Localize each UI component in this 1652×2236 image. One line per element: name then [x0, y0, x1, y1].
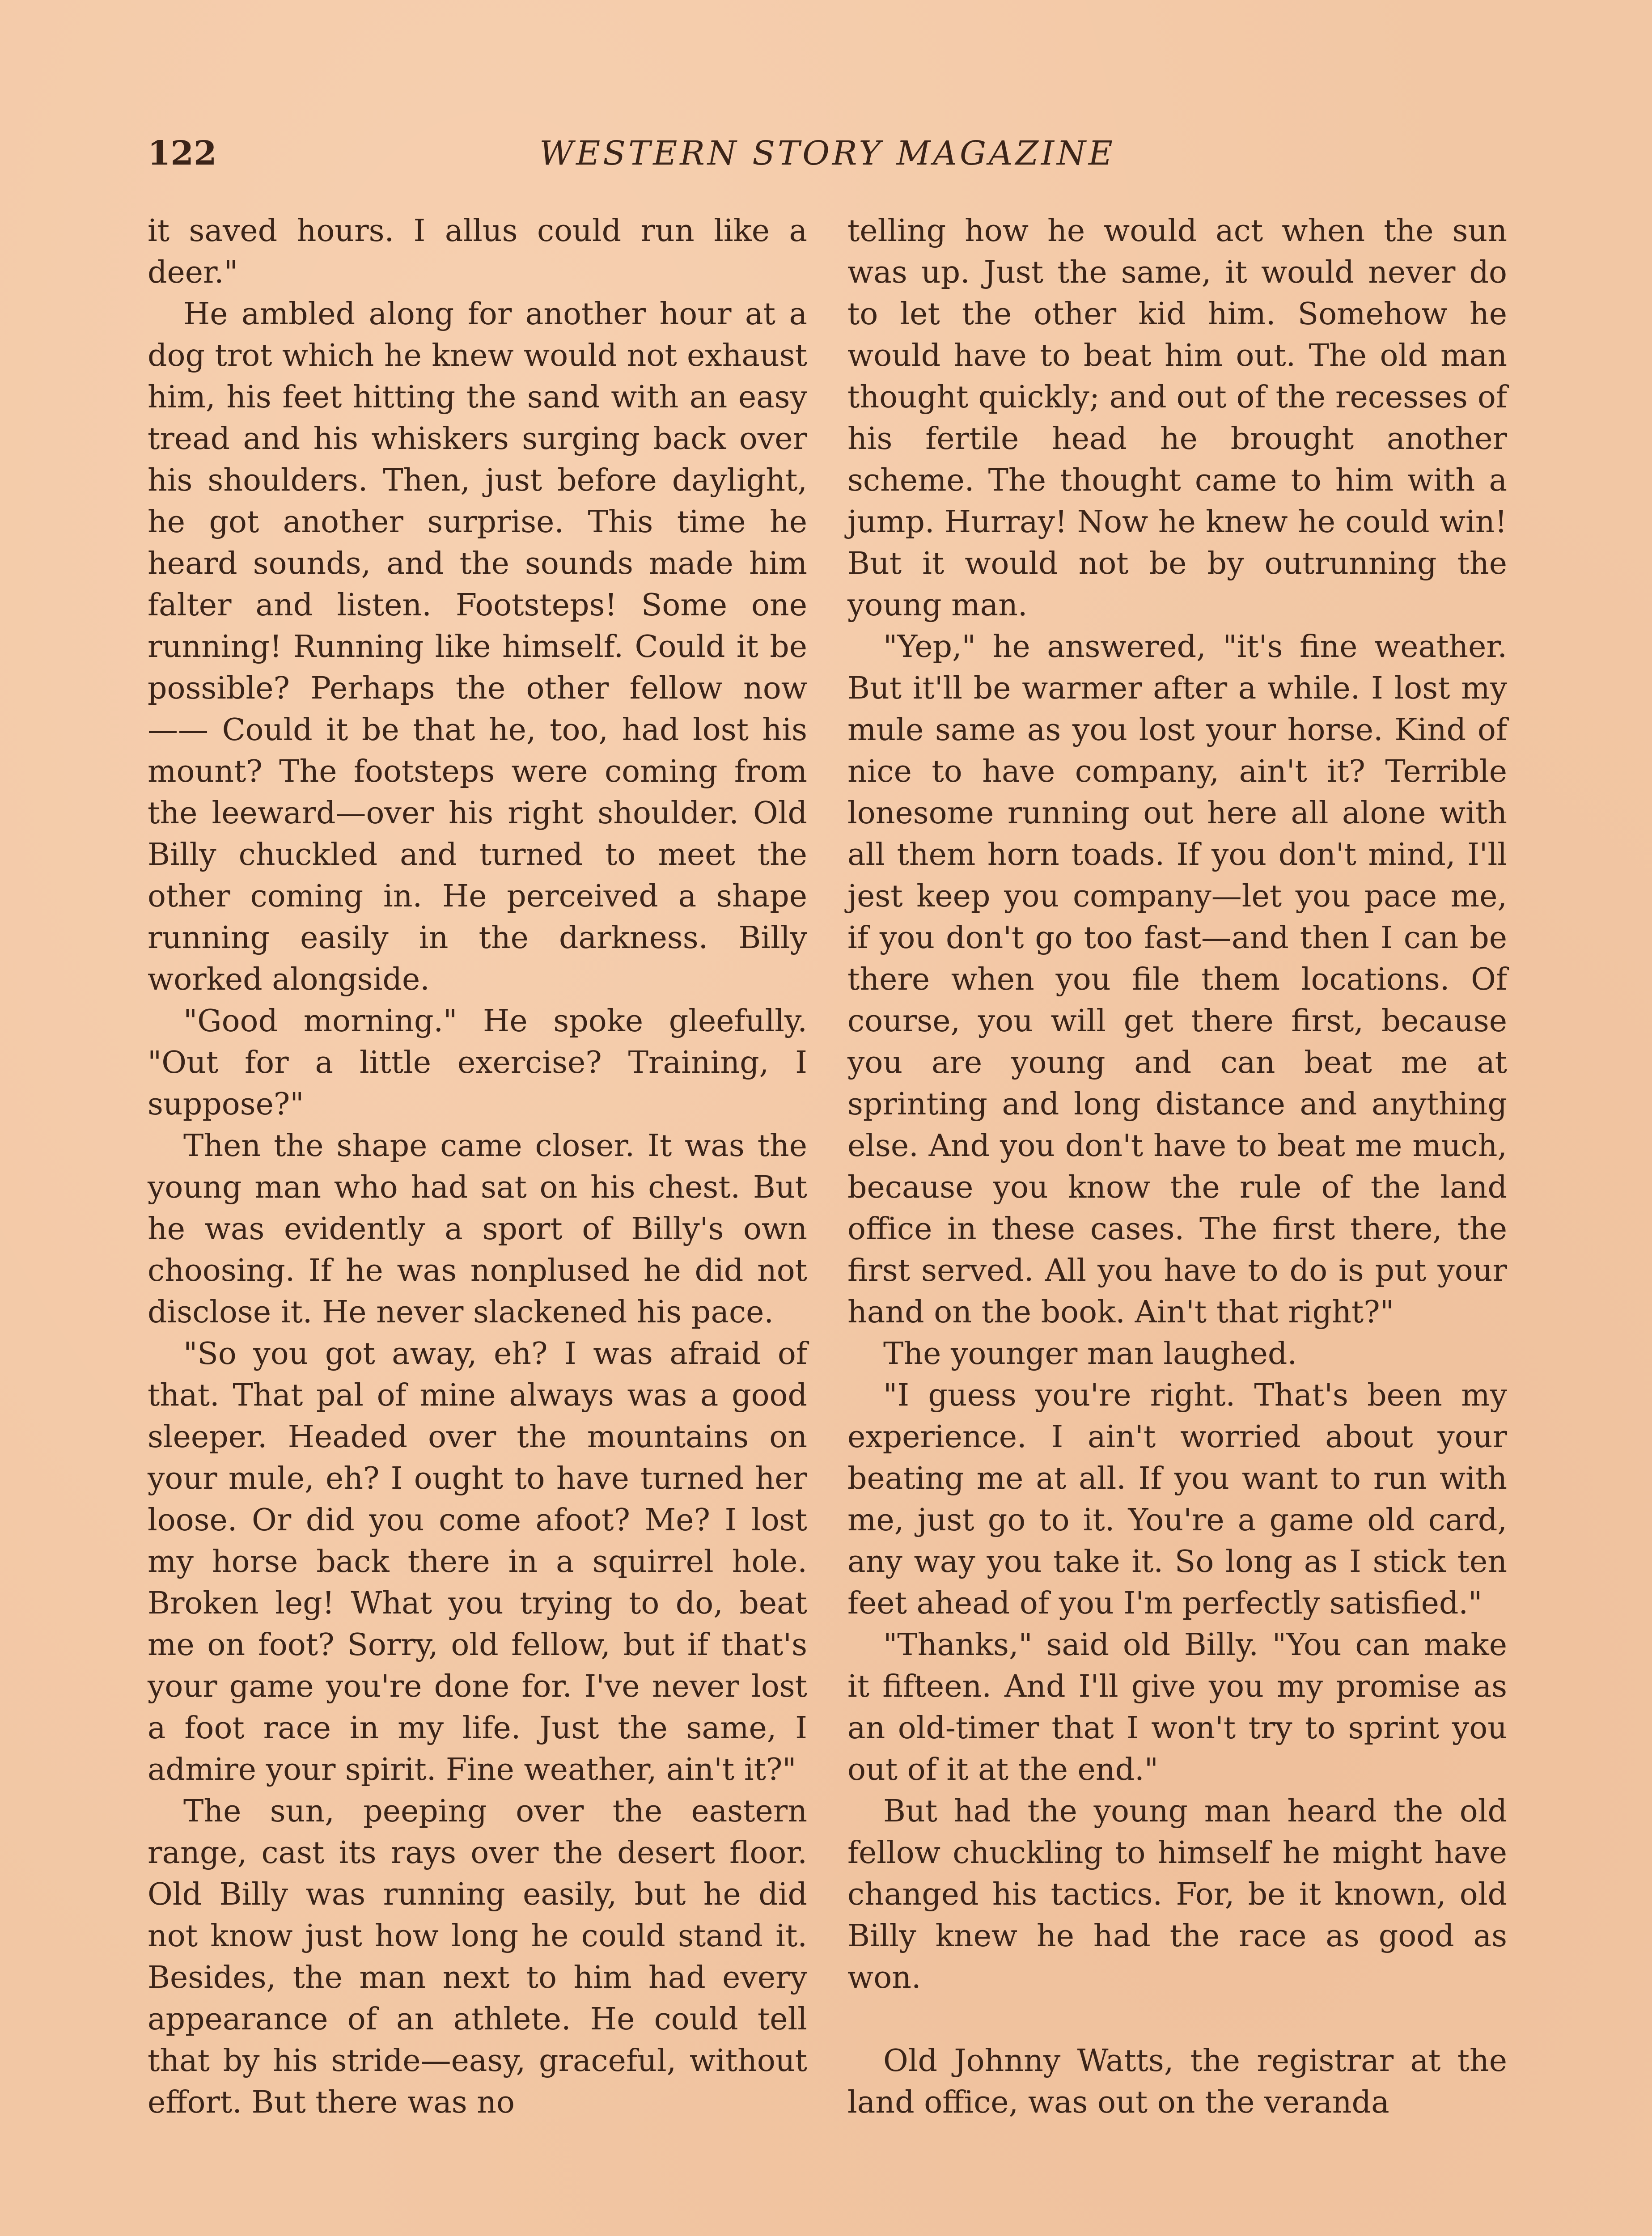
right-column [847, 210, 1507, 2123]
running-head [148, 134, 1507, 183]
paragraph: Then the shape came closer. It was the young man who had sat on his chest. But he was evidently a sport of Billy's own choosing. If he was nonplused he did not disclose it. He never slackened his pace. [148, 1128, 807, 1330]
paragraph: "I guess you're right. That's been my experience. I ain't worried about your beating me at all. If you want to run with me, just go to it. You're a game old card, any way you take it. So long as I stick ten feet ahead of you I'm perfectly satisfied." [847, 1378, 1507, 1621]
page-number: 122 [148, 134, 217, 173]
paragraph: "Thanks," said old Billy. "You can make it fifteen. And I'll give you my promise as an old-timer that I won't try to sprint you out of it at the end." [847, 1627, 1507, 1787]
paragraph: "Yep," he answered, "it's fine weather. But it'll be warmer after a while. I lost my mule same as you lost your horse. Kind of nice to have company, ain't it? Terrible lonesome running out here all alone with all them horn toads. If you don't mind, I'll jest keep you company—let you pace me, if you don't go too fast—and then I can be there when you file them locations. Of course, you will get there first, because you are young and can beat me at sprinting and long distance and anything else. And you don't have to beat me much, because you know the rule of the land office in these cases. The first there, the first served. All you have to do is put your hand on the book. Ain't that right?" [847, 629, 1507, 1330]
paragraph: Old Johnny Watts, the registrar at the land office, was out on the veranda [847, 2043, 1507, 2120]
paragraph: But had the young man heard the old fellow chuckling to himself he might have changed his tactics. For, be it known, old Billy knew he had the race as good as won. [847, 1794, 1507, 1995]
paragraph: it saved hours. I allus could run like a deer." [148, 213, 807, 290]
paragraph: "Good morning." He spoke gleefully. "Out for a little exercise? Training, I suppose?" [148, 1004, 807, 1122]
paragraph: "So you got away, eh? I was afraid of that. That pal of mine always was a good sleeper. Headed over the mountains on your mule, eh? I ought to have turned her loose. Or did you come afoot? Me? I lost my horse back there in a squirrel hole. Broken leg! What you trying to do, beat me on foot? Sorry, old fellow, but if that's your game you're done for. I've never lost a foot race in my life. Just the same, I admire your spirit. Fine weather, ain't it?" [148, 1336, 807, 1787]
left-column [148, 210, 807, 2123]
paragraph: He ambled along for another hour at a dog trot which he knew would not exhaust him, his feet hitting the sand with an easy tread and his whiskers surging back over his shoulders. Then, just before daylight, he got another surprise. This time he heard sounds, and the sounds made him falter and listen. Footsteps! Some one running! Running like himself. Could it be possible? Perhaps the other fellow now—— Could it be that he, too, had lost his mount? The footsteps were coming from the leeward—over his right shoulder. Old Billy chuckled and turned to meet the other coming in. He perceived a shape running easily in the darkness. Billy worked alongside. [148, 296, 807, 997]
paragraph: The sun, peeping over the eastern range, cast its rays over the desert floor. Old Billy was running easily, but he did not know just how long he could stand it. Besides, the man next to him had every appearance of an athlete. He could tell that by his stride—easy, graceful, without effort. But there was no [148, 1794, 807, 2120]
section-break [847, 1999, 1507, 2040]
magazine-title: WESTERN STORY MAGAZINE [539, 134, 1115, 173]
paragraph: The younger man laughed. [883, 1336, 1297, 1372]
paragraph: telling how he would act when the sun was up. Just the same, it would never do to let the other kid him. Somehow he would have to beat him out. The old man thought quickly; and out of the recesses of his fertile head he brought another scheme. The thought came to him with a jump. Hurray! Now he knew he could win! But it would not be by outrunning the young man. [847, 213, 1507, 623]
